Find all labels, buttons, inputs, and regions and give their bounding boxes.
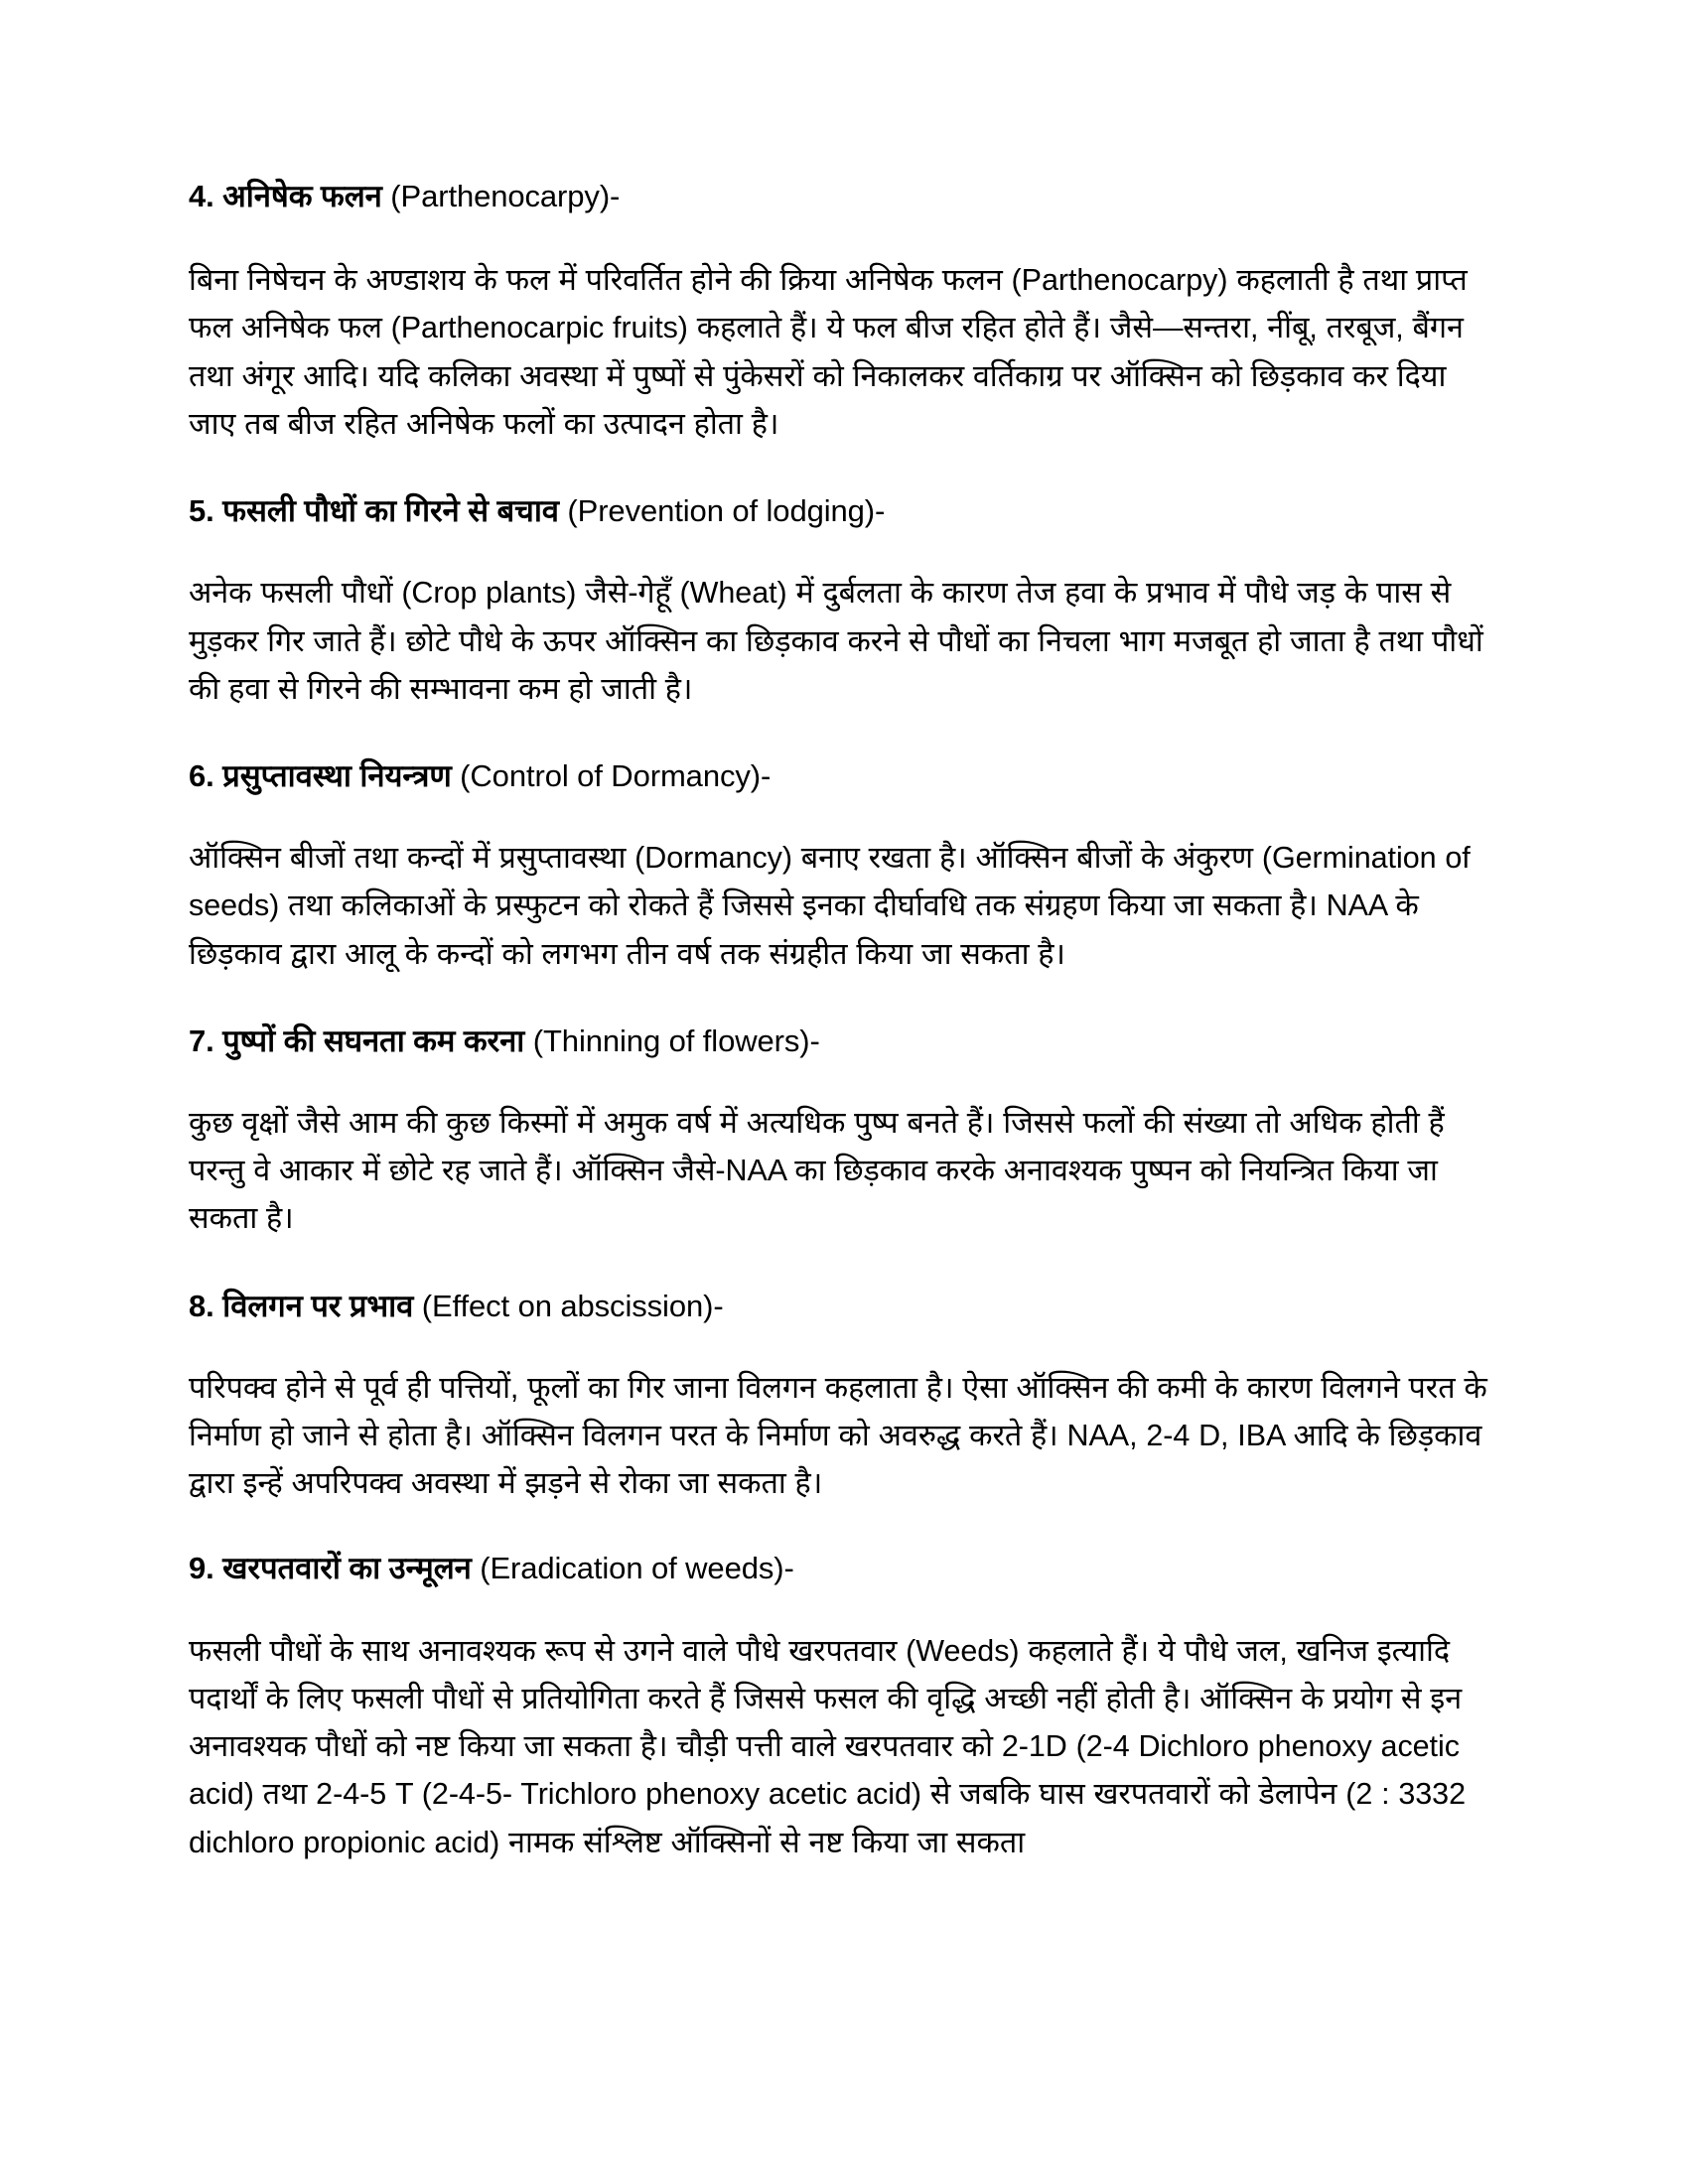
document-content: [189, 177, 1489, 1866]
section-5: [189, 491, 1489, 713]
section-heading-english: (Control of Dormancy)-: [460, 757, 772, 793]
section-number: 7.: [189, 1023, 214, 1058]
section-number: 8.: [189, 1288, 214, 1323]
section-heading-hindi: फसली पौधों का गिरने से बचाव: [222, 493, 559, 529]
section-number: 6.: [189, 757, 214, 793]
section-heading: [189, 491, 1489, 531]
section-heading-hindi: खरपतवारों का उन्मूलन: [222, 1551, 472, 1586]
section-number: 5.: [189, 493, 214, 529]
section-heading: [189, 1287, 1489, 1326]
section-heading-english: (Parthenocarpy)-: [390, 179, 621, 213]
section-heading-hindi: पुष्पों की सघनता कम करना: [222, 1023, 525, 1058]
section-8: [189, 1287, 1489, 1508]
section-paragraph: परिपक्व होने से पूर्व ही पत्तियों, फूलों का गिर जाना विलगन कहलाता है। ऐसा ऑक्सिन की कमी के कारण विलगने परत के निर्माण हो जाने से होता है। ऑक्सिन विलगन परत के निर्माण को अवरुद्ध करते हैं। NAA, 2-4 D, IBA आदि के छिड़काव द्वारा इन्हें अपरिपक्व अवस्था में झड़ने से रोका जा सकता है।: [189, 1370, 1487, 1501]
section-heading-english: (Effect on abscission)-: [421, 1288, 724, 1323]
section-7: [189, 1022, 1489, 1243]
section-heading-english: (Eradication of weeds)-: [480, 1551, 794, 1586]
section-number: 9.: [189, 1551, 214, 1586]
section-9: [189, 1549, 1489, 1865]
section-heading-english: (Prevention of lodging)-: [567, 493, 886, 529]
section-paragraph: फसली पौधों के साथ अनावश्यक रूप से उगने वाले पौधे खरपतवार (Weeds) कहलाते हैं। ये पौधे जल, खनिज इत्यादि पदार्थों के लिए फसली पौधों से प्रतियोगिता करते हैं जिससे फसल की वृद्धि अच्छी नहीं होती है। ऑक्सिन के प्रयोग से इन अनावश्यक पौधों को नष्ट किया जा सकता है। चौड़ी पत्ती वाले खरपतवार को 2-1D (2-4 Dichloro phenoxy acetic acid) तथा 2-4-5 T (2-4-5- Trichloro phenoxy acetic acid) से जबकि घास खरपतवारों को डेलापेन (2 : 3332 dichloro propionic acid) नामक संश्लिष्ट ऑक्सिनों से नष्ट किया जा सकता: [189, 1633, 1466, 1859]
section-paragraph: कुछ वृक्षों जैसे आम की कुछ किस्मों में अमुक वर्ष में अत्यधिक पुष्प बनते हैं। जिससे फलों की संख्या तो अधिक होती हैं परन्तु वे आकार में छोटे रह जाते हैं। ऑक्सिन जैसे-NAA का छिड़काव करके अनावश्यक पुष्पन को नियन्त्रित किया जा सकता है।: [189, 1106, 1445, 1236]
section-heading-hindi: प्रसुप्तावस्था नियन्त्रण: [222, 757, 452, 793]
section-heading-english: (Thinning of flowers)-: [532, 1023, 820, 1058]
section-heading: [189, 1022, 1489, 1061]
section-paragraph: अनेक फसली पौधों (Crop plants) जैसे-गेहूँ (Wheat) में दुर्बलता के कारण तेज हवा के प्रभाव में पौधे जड़ के पास से मुड़कर गिर जाते हैं। छोटे पौधे के ऊपर ऑक्सिन का छिड़काव करने से पौधों का निचला भाग मजबूत हो जाता है तथा पौधों की हवा से गिरने की सम्भावना कम हो जाती है।: [189, 576, 1483, 706]
section-heading: [189, 756, 1489, 796]
section-heading-hindi: विलगन पर प्रभाव: [222, 1288, 414, 1323]
section-heading: [189, 1549, 1489, 1588]
section-heading: [189, 177, 1489, 216]
section-paragraph: बिना निषेचन के अण्डाशय के फल में परिवर्तित होने की क्रिया अनिषेक फलन (Parthenocarpy) कहलाती है तथा प्राप्त फल अनिषेक फल (Parthenocarpic fruits) कहलाते हैं। ये फल बीज रहित होते हैं। जैसे—सन्तरा, नींबू, तरबूज, बैंगन तथा अंगूर आदि। यदि कलिका अवस्था में पुष्पों से पुंकेसरों को निकालकर वर्तिकाग्र पर ऑक्सिन को छिड़काव कर दिया जाए तब बीज रहित अनिषेक फलों का उत्पादन होता है।: [189, 263, 1468, 441]
section-6: [189, 756, 1489, 978]
section-4: [189, 177, 1489, 448]
section-paragraph: ऑक्सिन बीजों तथा कन्दों में प्रसुप्तावस्था (Dormancy) बनाए रखता है। ऑक्सिन बीजों के अंकुरण (Germination of seeds) तथा कलिकाओं के प्रस्फुटन को रोकते हैं जिससे इनका दीर्घावधि तक संग्रहण किया जा सकता है। NAA के छिड़काव द्वारा आलू के कन्दों को लगभग तीन वर्ष तक संग्रहीत किया जा सकता है।: [189, 841, 1471, 971]
section-number: 4.: [189, 179, 214, 213]
section-heading-hindi: अनिषेक फलन: [222, 179, 382, 213]
